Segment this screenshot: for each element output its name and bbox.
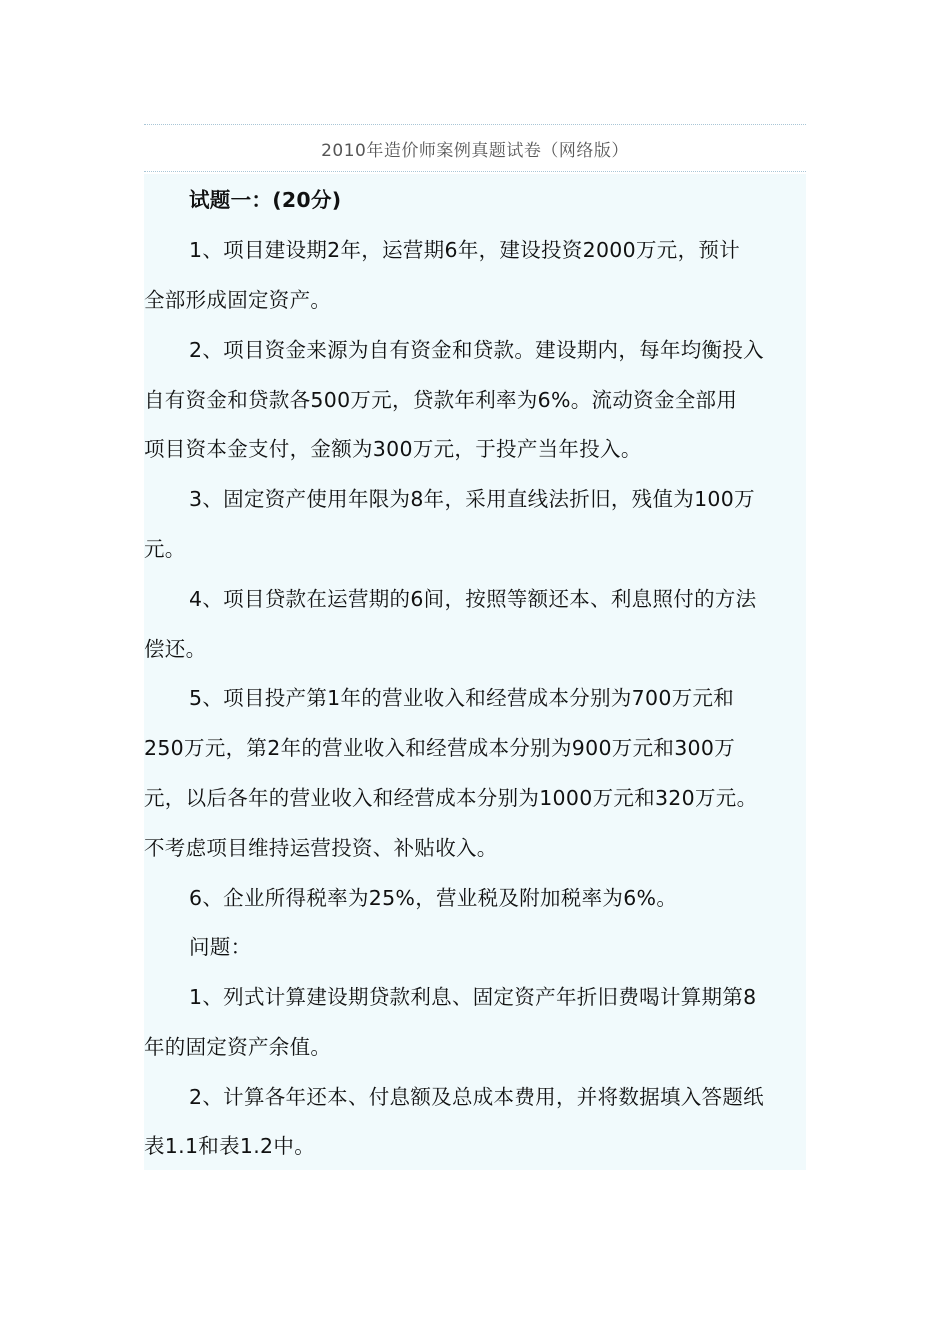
page-title: 2010年造价师案例真题试卷（网络版）: [321, 140, 629, 161]
paragraph-line: 不考虑项目维持运营投资、补贴收入。: [144, 836, 498, 860]
paragraph-line: 项目资本金支付，金额为300万元，于投产当年投入。: [144, 437, 642, 461]
paragraph-line: 6、企业所得税率为25%，营业税及附加税率为6%。: [189, 886, 678, 910]
question-heading: 试题一：(20分): [189, 188, 342, 212]
paragraph-line: 3、固定资产使用年限为8年，采用直线法折旧，残值为100万: [189, 487, 755, 511]
content-panel: [144, 174, 806, 1170]
paragraph-line: 偿还。: [144, 637, 207, 661]
paragraph-line: 4、项目贷款在运营期的6间，按照等额还本、利息照付的方法: [189, 587, 757, 611]
paragraph-line: 表1.1和表1.2中。: [144, 1134, 316, 1158]
questions-label: 问题：: [189, 935, 252, 959]
paragraph-line: 2、计算各年还本、付息额及总成本费用，并将数据填入答题纸: [189, 1085, 764, 1109]
paragraph-line: 元，以后各年的营业收入和经营成本分别为1000万元和320万元。: [144, 786, 758, 810]
paragraph-line: 1、列式计算建设期贷款利息、固定资产年折旧费喝计算期第8: [189, 985, 757, 1009]
title-bar: [144, 124, 806, 172]
paragraph-line: 250万元，第2年的营业收入和经营成本分别为900万元和300万: [144, 736, 736, 760]
paragraph-line: 5、项目投产第1年的营业收入和经营成本分别为700万元和: [189, 686, 735, 710]
paragraph-line: 年的固定资产余值。: [144, 1035, 332, 1059]
paragraph-line: 2、项目资金来源为自有资金和贷款。建设期内，每年均衡投入: [189, 338, 764, 362]
paragraph-line: 1、项目建设期2年，运营期6年，建设投资2000万元，预计: [189, 238, 740, 262]
paragraph-line: 全部形成固定资产。: [144, 288, 332, 312]
paragraph-line: 元。: [144, 537, 186, 561]
paragraph-line: 自有资金和贷款各500万元，贷款年利率为6%。流动资金全部用: [144, 388, 738, 412]
